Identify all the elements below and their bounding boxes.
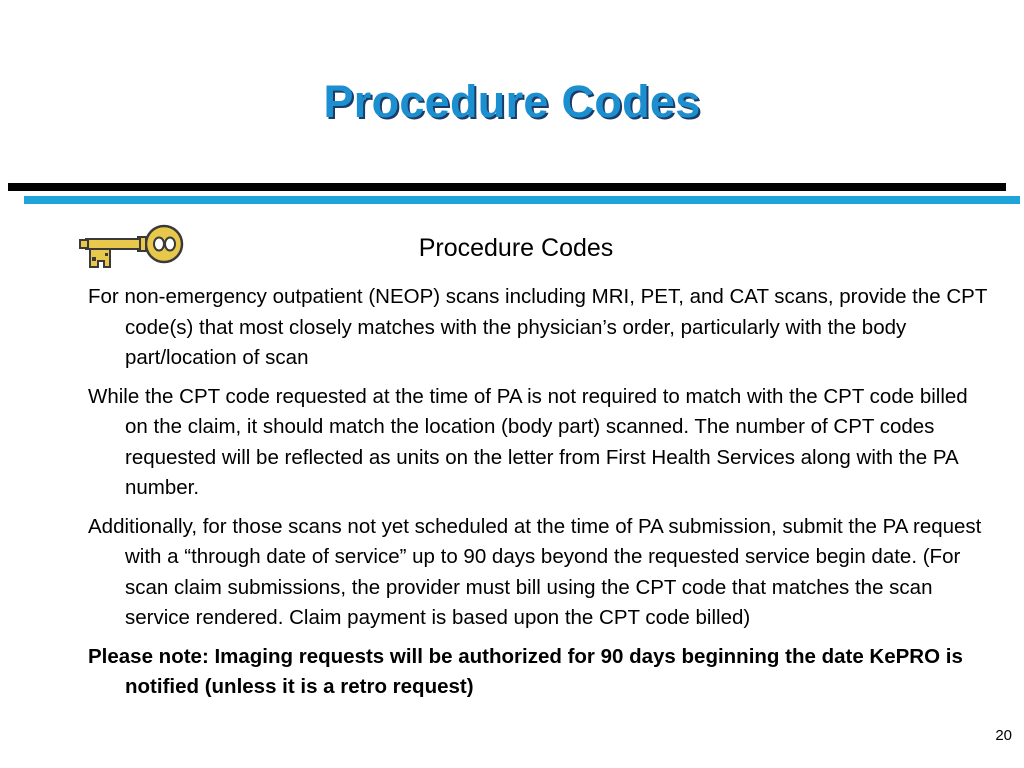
page-number: 20 — [995, 727, 1012, 744]
paragraph-neop-scans: For non-emergency outpatient (NEOP) scans including MRI, PET, and CAT scans, provide the CPT code(s) that most closely matches with the physician’s order, particularly with the body part/location of scan — [88, 285, 987, 369]
paragraph-please-note: Please note: Imaging requests will be authorized for 90 days beginning the date KePRO is notified (unless it is a retro request) — [88, 644, 963, 698]
slide-title: Procedure Codes — [323, 76, 701, 127]
slide-body — [88, 282, 988, 711]
paragraph-through-date: Additionally, for those scans not yet scheduled at the time of PA submission, submit the PA request with a “through date of service” up to 90 days beyond the requested service begin date. (For scan claim submissions, the provider must bill using the CPT code that matches the scan service rendered. Claim payment is based upon the CPT code billed) — [88, 514, 982, 629]
paragraph-cpt-matching: While the CPT code requested at the time of PA is not required to match with the CPT code billed on the claim, it should match the location (body part) scanned. The number of CPT codes requested will be reflected as units on the letter from First Health Services along with the PA number. — [88, 384, 968, 499]
slide-subtitle: Procedure Codes — [418, 234, 614, 262]
title-divider-black — [8, 183, 1006, 191]
title-divider-blue — [24, 196, 1020, 204]
